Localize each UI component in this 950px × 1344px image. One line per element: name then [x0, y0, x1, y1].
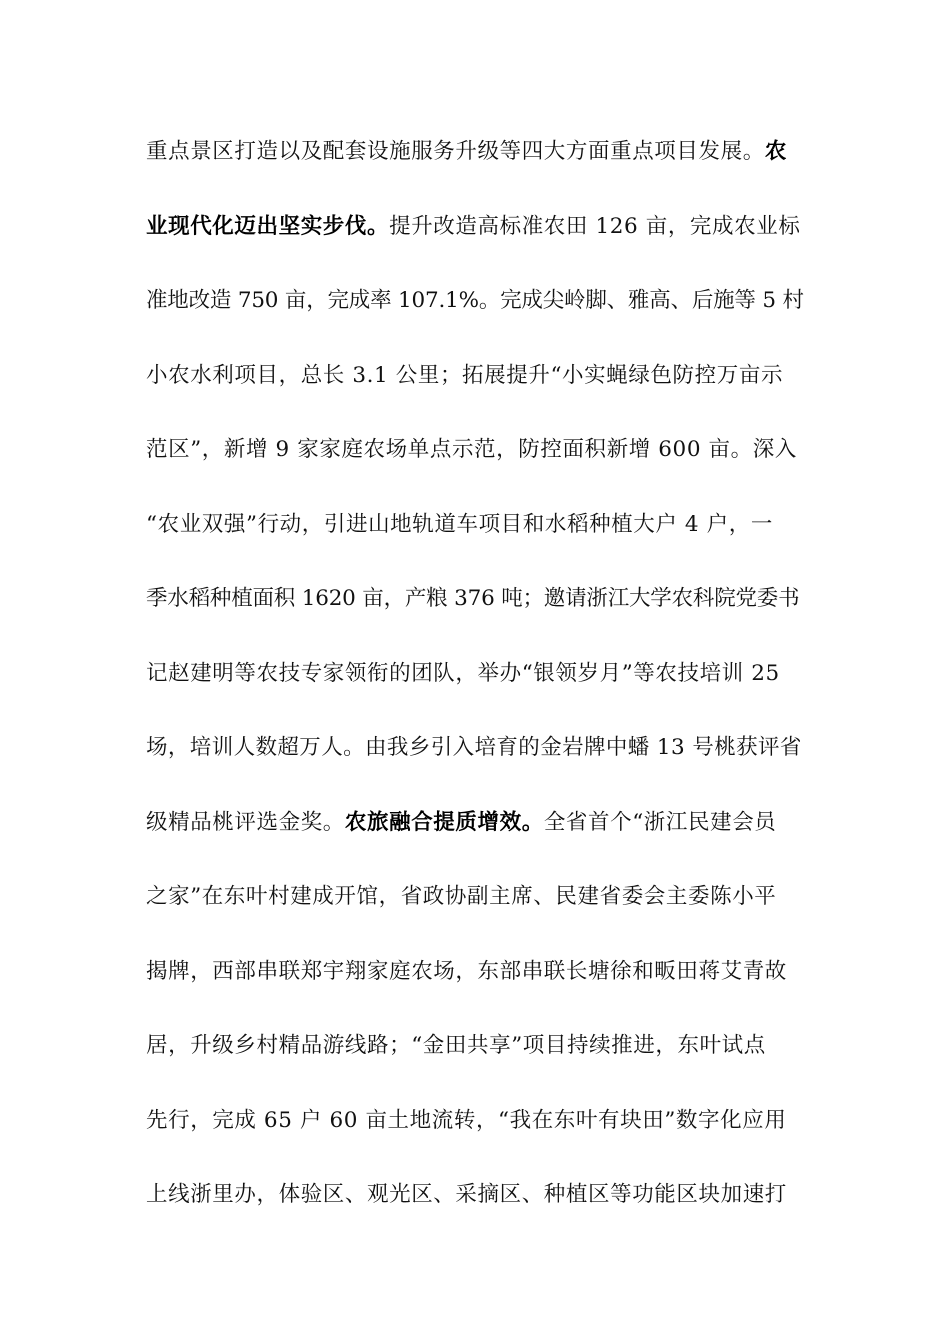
text-run: 上线浙里办，体验区、观光区、采摘区、种植区等功能区块加速打: [146, 1182, 787, 1207]
text-line: [146, 802, 806, 877]
body-paragraph: [146, 131, 806, 1249]
text-line: [146, 429, 806, 504]
text-line: [146, 578, 806, 653]
text-run: 先行，完成 65 户 60 亩土地流转，“我在东叶有块田”数字化应用: [146, 1107, 787, 1133]
text-line: [146, 280, 806, 355]
text-line: [146, 951, 806, 1026]
text-run: 级精品桃评选金奖。: [146, 809, 345, 835]
text-line: [146, 504, 806, 579]
text-run: 居，升级乡村精品游线路；“金田共享”项目持续推进，东叶试点: [146, 1033, 766, 1058]
text-run: 场，培训人数超万人。由我乡引入培育的金岩牌中蟠 13 号桃获评省: [146, 735, 802, 760]
text-run: 重点景区打造以及配套设施服务升级等四大方面重点项目发展。: [146, 139, 765, 164]
text-line: [146, 876, 806, 951]
text-line: [146, 1025, 806, 1100]
text-run: 记赵建明等农技专家领衔的团队，举办“银领岁月”等农技培训 25: [146, 660, 780, 686]
bold-heading-run: 农旅融合提质增效。: [344, 809, 544, 835]
text-line: [146, 1174, 806, 1249]
text-run: 范区”，新增 9 家家庭农场单点示范，防控面积新增 600 亩。深入: [146, 437, 797, 462]
text-run: 提升改造高标准农田 126 亩，完成农业标: [389, 213, 801, 239]
text-line: [146, 355, 806, 430]
text-run: 揭牌，西部串联郑宇翔家庭农场，东部串联长塘徐和畈田蒋艾青故: [146, 958, 787, 984]
text-line: [146, 131, 806, 206]
text-line: [146, 1100, 806, 1175]
text-run: 之家”在东叶村建成开馆，省政协副主席、民建省委会主委陈小平: [146, 884, 777, 909]
text-run: 季水稻种植面积 1620 亩，产粮 376 吨；邀请浙江大学农科院党委书: [146, 586, 800, 611]
text-run: 全省首个“浙江民建会员: [543, 809, 777, 835]
bold-heading-run: 业现代化迈出坚实步伐。: [146, 213, 390, 239]
bold-heading-run: 农: [764, 139, 787, 164]
text-line: [146, 727, 806, 802]
text-line: [146, 653, 806, 728]
text-line: [146, 206, 806, 281]
text-run: 准地改造 750 亩，完成率 107.1%。完成尖岭脚、雅高、后施等 5 村: [146, 288, 804, 313]
text-run: 小农水利项目，总长 3.1 公里；拓展提升“小实蝇绿色防控万亩示: [146, 362, 784, 388]
text-run: “农业双强”行动，引进山地轨道车项目和水稻种植大户 4 户，一: [146, 511, 773, 537]
